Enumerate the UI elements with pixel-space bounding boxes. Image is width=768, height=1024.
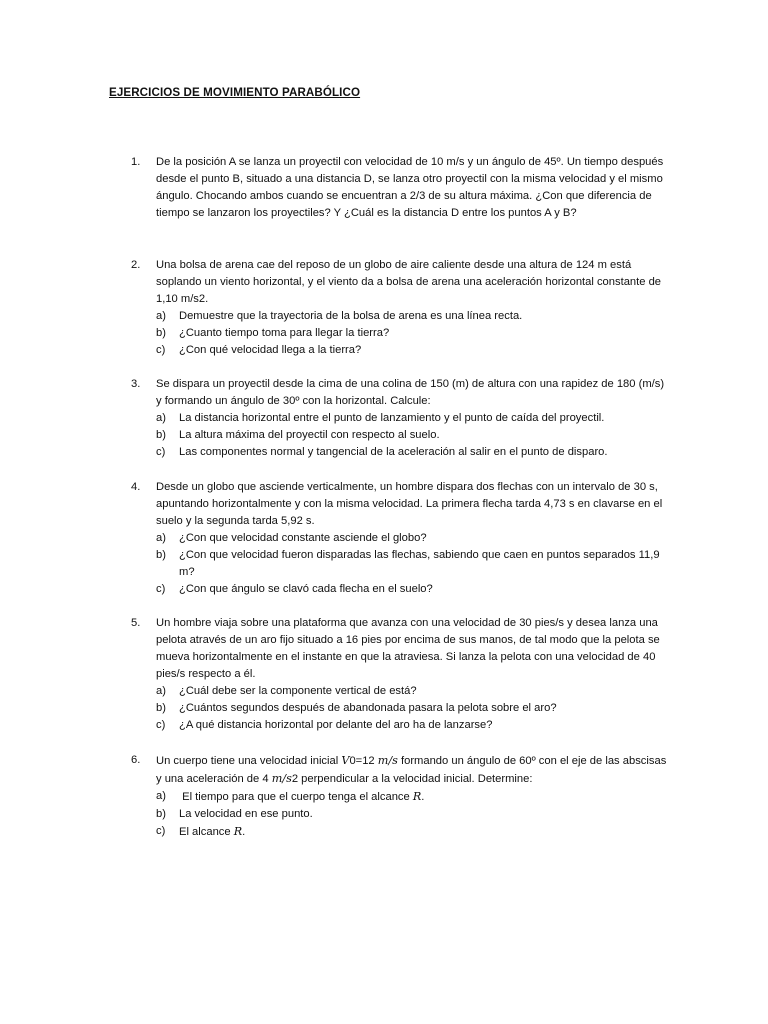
sub-question [156,823,671,841]
exercise-text: Se dispara un proyectil desde la cima de una colina de 150 (m) de altura con una rapidez de 180 (m/s) y formando un ángulo de 30º con la horizontal. Calcule: [156,378,665,407]
sub-question-text: ¿Cuál debe ser la componente vertical de está? [179,685,417,697]
sub-question-label: a) [156,412,166,424]
sub-question-label: b) [156,327,166,339]
sub-question-label: c) [156,583,166,595]
sub-question-label: b) [156,702,166,714]
sub-question [156,427,671,444]
sub-question-label: a) [156,532,166,544]
sub-question-label: a) [156,685,166,697]
text-segment: Un cuerpo tiene una velocidad inicial [156,755,342,767]
sub-question-text [179,823,671,841]
sub-question [156,444,671,461]
exercise-number: 6. [131,754,141,766]
text-segment: . [242,826,246,838]
math-symbol: R [233,825,243,838]
exercise-1 [131,154,671,222]
sub-question-label: b) [156,808,166,820]
text-segment: El alcance [179,826,234,838]
exercise-number: 1. [131,156,141,168]
exercise-text [156,752,671,788]
exercise-3 [131,376,671,461]
sub-question-text: ¿Con que ángulo se clavó cada flecha en el suelo? [179,583,433,595]
exercise-text: Desde un globo que asciende verticalmente, un hombre dispara dos flechas con un intervalo de 30 s, apuntando horizontalmente y con la misma velocidad. La primera flecha tarda 4,73 s en clavarse en el suelo y la segunda tarda 5,92 s. [156,481,663,527]
sub-question-label: a) [156,310,166,322]
sub-question-text: ¿Con que velocidad constante asciende el globo? [179,532,427,544]
text-segment: formando un ángulo de 60º con el eje de las abscisas y una aceleración de 4 [156,755,667,785]
sub-question-text: Demuestre que la trayectoria de la bolsa de arena es una línea recta. [179,310,523,322]
sub-question-text: ¿Cuántos segundos después de abandonada pasara la pelota sobre el aro? [179,702,557,714]
exercise-4 [131,479,671,598]
page-title: EJERCICIOS DE MOVIMIENTO PARABÓLICO [109,86,361,99]
exercise-number: 2. [131,259,141,271]
exercise-2 [131,257,671,359]
text-segment: . [421,791,425,803]
math-symbol: R [412,790,422,803]
sub-question-text [179,806,671,823]
sub-question [156,547,671,581]
sub-question [156,325,671,342]
exercise-text: Un hombre viaja sobre una plataforma que avanza con una velocidad de 30 pies/s y desea lanza una pelota através de un aro fijo situado a 16 pies por encima de sus manos, de tal modo que la pelota se mueva horizontalmente en el instante en que la atraviesa. Si lanza la pelota con una velocidad de 40 pies/s respecto a él. [156,617,660,680]
text-segment: 2 perpendicular a la velocidad inicial. Determine: [291,773,533,785]
sub-question [156,530,671,547]
sub-question [156,342,671,359]
sub-question [156,788,671,806]
sub-question [156,806,671,823]
sub-question [156,581,671,598]
sub-question-label: c) [156,719,166,731]
sub-question-text: Las componentes normal y tangencial de la aceleración al salir en el punto de disparo. [179,446,608,458]
sub-question-text: ¿Cuanto tiempo toma para llegar la tierra? [179,327,390,339]
exercise-text: Una bolsa de arena cae del reposo de un globo de aire caliente desde una altura de 124 m está soplando un viento horizontal, y el viento da a bolsa de arena una aceleración horizontal constante de 1,10 m/s2. [156,259,662,305]
exercise-number: 3. [131,378,141,390]
sub-question-text: La distancia horizontal entre el punto de lanzamiento y el punto de caída del proyectil. [179,412,605,424]
exercise-number: 4. [131,481,141,493]
sub-question-label: b) [156,429,166,441]
exercise-5 [131,615,671,734]
sub-question-label: b) [156,549,166,561]
sub-question [156,717,671,734]
math-unit: m/s [271,772,292,785]
text-segment: 0=12 [349,755,378,767]
math-unit: m/s [377,754,398,767]
sub-question-text: ¿Con qué velocidad llega a la tierra? [179,344,362,356]
sub-question [156,683,671,700]
math-symbol: V [341,754,350,767]
text-segment: La velocidad en ese punto. [179,808,313,820]
sub-question-label: c) [156,344,166,356]
sub-question-label: a) [156,790,166,802]
sub-question [156,308,671,325]
sub-question-text: ¿Con que velocidad fueron disparadas las flechas, sabiendo que caen en puntos separados 11,9 m? [179,549,660,578]
exercise-6 [131,752,671,841]
sub-question-text: La altura máxima del proyectil con respecto al suelo. [179,429,440,441]
sub-question-label: c) [156,446,166,458]
sub-question-text [179,788,671,806]
sub-question [156,700,671,717]
exercise-text: De la posición A se lanza un proyectil con velocidad de 10 m/s y un ángulo de 45º. Un tiempo después desde el punto B, situado a una distancia D, se lanza otro proyectil con la misma velocidad y el mismo ángulo. Chocando ambos cuando se encuentran a 2/3 de su altura máxima. ¿Con que diferencia de tiempo se lanzaron los proyectiles? Y ¿Cuál es la distancia D entre los puntos A y B? [156,156,664,219]
sub-question [156,410,671,427]
sub-question-text: ¿A qué distancia horizontal por delante del aro ha de lanzarse? [179,719,493,731]
text-segment: El tiempo para que el cuerpo tenga el alcance [179,791,413,803]
exercise-number: 5. [131,617,141,629]
sub-question-label: c) [156,825,166,837]
